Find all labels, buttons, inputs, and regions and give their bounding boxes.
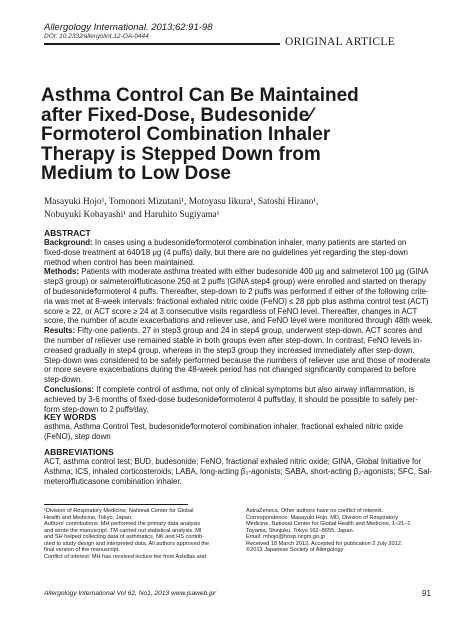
background-text: In cases using a budesonide⁄formoterol combination inhaler, many patients are started on bbox=[94, 238, 407, 247]
footnote-line: uted to study design and interpreted data. All authors approved the bbox=[44, 540, 210, 547]
journal-footer: Allergology International Vol 62, No1, 2013 www.jsaweb.jp⁄ bbox=[44, 590, 216, 597]
methods-label: Methods: bbox=[44, 267, 80, 277]
keywords-line: (FeNO), step down bbox=[44, 431, 111, 441]
abstract-line: fixed-dose treatment at 640⁄18 μg (4 puffs) daily, but there are no guidelines yet regarding the step-down bbox=[44, 247, 408, 257]
keywords-line: asthma, Asthma Control Test, budesonide⁄formoterol combination inhaler, fractional exhaled nitric oxide bbox=[44, 422, 404, 431]
author-line: Masayuki Hojo¹, Tomonori Mizutani¹, Motoyasu Iikura¹, Satoshi Hirano¹, bbox=[44, 197, 319, 207]
footnotes-right bbox=[246, 508, 411, 554]
title-line: Asthma Control Can Be Maintained bbox=[41, 85, 359, 106]
article-title bbox=[41, 86, 441, 184]
title-line: Therapy is Stepped Down from bbox=[41, 143, 321, 165]
abstract-line: score ≥ 22, or ACT score ≥ 24 at 3 consecutive visits regardless of FeNO level. Thereafter, changes in ACT bbox=[44, 306, 418, 316]
page-number: 91 bbox=[422, 589, 431, 598]
footnote-line: Authors' contributions: MH performed the primary data analysis bbox=[44, 521, 201, 527]
conclusions-text: If complete control of asthma, not only of clinical symptoms but also airway inflammation, is bbox=[96, 384, 415, 394]
footnote-line: Medicine, National Center for Global Health and Medicine, 1–21–1 bbox=[246, 521, 411, 527]
footnote-line: Correspondence: Masayuki Hojo, MD, Division of Respiratory bbox=[246, 514, 399, 521]
footnote-line: Conflict of interest: MH has received lecture fee from Astellas and bbox=[44, 553, 206, 560]
abstract-line bbox=[44, 326, 434, 336]
abstract-line bbox=[44, 267, 434, 277]
header-rule bbox=[44, 43, 280, 45]
abbreviations-line: meterol⁄fluticasone combination inhaler. bbox=[44, 476, 182, 486]
background-label: Background: bbox=[44, 238, 93, 247]
abstract-line: of budesonide⁄formoterol 4 puffs. Thereafter, step-down to 2 puffs was performed if either of the following crite- bbox=[44, 286, 429, 296]
abstract-line bbox=[44, 238, 434, 248]
footnote-line: and SH helped collecting data of asthmatics. NK and HS contrib- bbox=[44, 534, 205, 540]
footnote-line: Toyama, Shinjuku, Tokyo 162–8655, Japan. bbox=[246, 527, 355, 534]
abstract-body bbox=[44, 238, 434, 414]
results-label: Results: bbox=[44, 326, 76, 336]
abstract-line: or more severe exacerbations during the 48-week period has not changed significantly compared to before bbox=[44, 365, 416, 375]
doi: DOI: 10.2332⁄allergolint.12-OA-0444 bbox=[44, 33, 149, 40]
results-text: Fifty-one patients, 27 in step3 group and 24 in step4 group, underwent step-down. ACT scores and bbox=[77, 326, 422, 336]
footnote-line: AstraZeneca. Other authors have no conflict of interest. bbox=[246, 508, 384, 514]
abstract-line: score, the number of acute exacerbations and reliever use, and FeNO level were monitored through 48th week. bbox=[44, 316, 433, 326]
abstract-line: method when control has been maintained. bbox=[44, 257, 195, 267]
title-line: Medium to Low Dose bbox=[41, 163, 231, 184]
abbreviations-line: ACT, asthma control test; BUD, budesonide; FeNO, fractional exhaled nitric oxide; GINA, Global Initiative for bbox=[44, 457, 422, 466]
keywords-heading: KEY WORDS bbox=[44, 412, 97, 422]
footnote-line: ¹Division of Respiratory Medicine, National Center for Global bbox=[44, 508, 194, 514]
footnote-line: ©2013 Japanese Society of Allergology bbox=[246, 547, 344, 553]
email-link[interactable]: Email: mhojo@hosp.ncgm.go.jp bbox=[246, 534, 326, 540]
footnote-rule bbox=[44, 504, 188, 505]
footnotes-left bbox=[44, 508, 209, 560]
abstract-line: achieved by 3-6 months of fixed-dose budesonide⁄formoterol 4 puffs⁄day, it should be possible to safely per- bbox=[44, 394, 418, 404]
footnote-line: final version of the manuscript. bbox=[44, 547, 120, 553]
abstract-line: form step-down to 2 puffs⁄day. bbox=[44, 404, 149, 414]
abbreviations-body bbox=[44, 457, 434, 486]
title-line: after Fixed-Dose, Budesonide⁄ bbox=[41, 104, 313, 126]
abstract-line: step3 group) or salmeterol⁄fluticasone 250 at 2 puffs (GINA step4 group) were enrolled and started on therapy bbox=[44, 277, 426, 287]
abbreviations-line: Asthma; ICS, inhaled corticosteroids; LABA, long-acting β₂-agonists; SABA, short-acting β₂-agonists; SFC, Sal- bbox=[44, 466, 432, 476]
journal-citation: Allergology International. 2013;62:91-98 bbox=[44, 22, 213, 33]
conclusions-label: Conclusions: bbox=[44, 384, 94, 394]
abstract-line: Step-down was considered to be safely performed because the numbers of reliever use and those of moderate bbox=[44, 355, 431, 365]
author-line: Nobuyuki Kobayashi¹ and Haruhito Sugiyama¹ bbox=[44, 210, 220, 220]
abstract-line: the number of reliever use remained stable in both groups even after step-down. In contrast, FeNO levels in- bbox=[44, 335, 423, 345]
section-label: ORIGINAL ARTICLE bbox=[285, 36, 396, 48]
abstract-line: ria was met at 8-week intervals: fractional exhaled nitric oxide (FeNO) ≤ 28 ppb plus asthma control test (ACT) bbox=[44, 296, 429, 306]
abstract-line: step-down. bbox=[44, 375, 83, 385]
abstract-heading: ABSTRACT bbox=[44, 228, 91, 238]
abstract-line: creased gradually in step4 group, whereas in the step3 group they increased immediately after step-down. bbox=[44, 345, 415, 355]
author-list bbox=[44, 196, 444, 222]
abbreviations-heading: ABBREVIATIONS bbox=[44, 447, 114, 457]
footnote-line: Health and Medicine, Tokyo, Japan. bbox=[44, 514, 133, 521]
footnote-line: and wrote the manuscript. TM carried out statistical analysis. MI bbox=[44, 527, 202, 534]
abstract-line bbox=[44, 385, 434, 395]
footnote-line: Received 18 March 2012. Accepted for publication 2 July 2012. bbox=[246, 540, 403, 547]
keywords-body bbox=[44, 422, 434, 442]
title-line: Formoterol Combination Inhaler bbox=[41, 124, 331, 145]
methods-text: Patients with moderate asthma treated with either budesonide 400 μg and salmeterol 100 μg (GINA bbox=[81, 267, 429, 277]
